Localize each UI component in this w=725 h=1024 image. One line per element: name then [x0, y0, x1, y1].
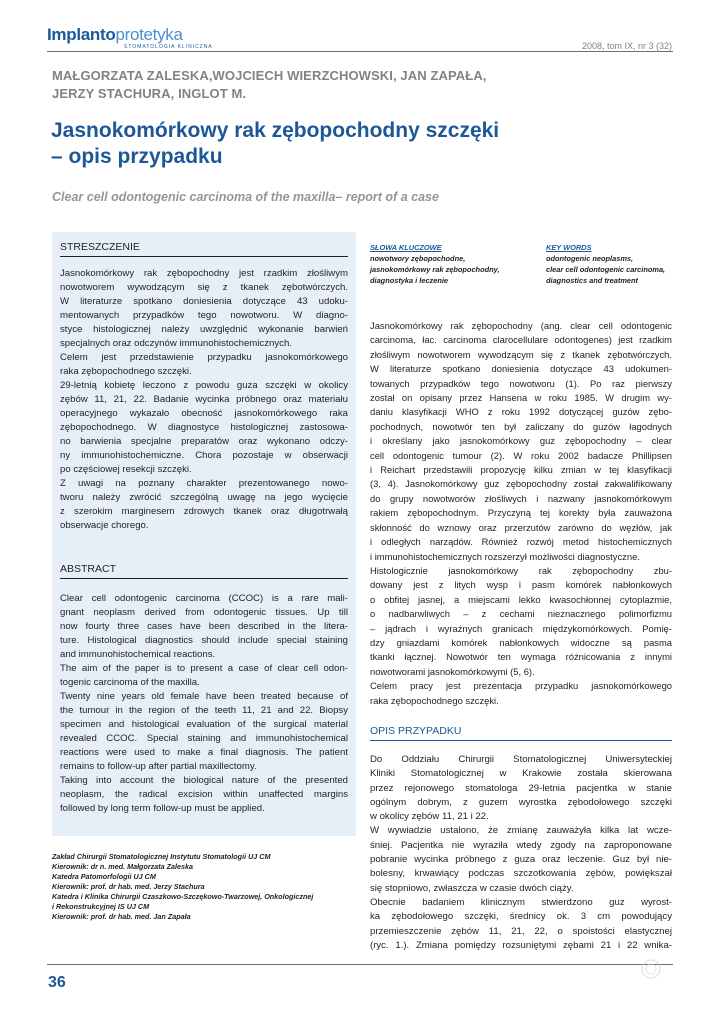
text-line: raka zębopochodnego szczęki.: [60, 366, 192, 377]
issue-info: 2008, tom IX, nr 3 (32): [581, 41, 672, 51]
text-line: złośliwym nowotworem wywodzącym się z tkanek zębotwórczych.: [370, 348, 672, 360]
text-line: revealed CCOC. Special staining and immunohistochemical: [60, 733, 348, 744]
affiliation-line: i Rekonstrukcyjnej IS UJ CM: [52, 902, 150, 911]
text-line: o nadbarwliwych – z cechami nieznacznego polimorfizmu: [370, 608, 672, 620]
logo-subtitle: STOMATOLOGIA KLINICZNA: [124, 44, 213, 50]
text-line: carcinoma, łac. carcinoma clarocellulare odontogenes) jest rzadkim: [370, 334, 672, 346]
logo-part1: Implanto: [47, 25, 116, 44]
text-line: reactions were used to make a final diagnosis. The patient: [60, 747, 348, 758]
text-line: cell odontogenic tumour (2). W roku 2002 badacze Phillipsen: [370, 449, 672, 461]
text-line: nowotworami jasnokomórkowymi (5, 6).: [370, 665, 535, 677]
stamp-icon: [640, 958, 662, 980]
text-line: ny immunohistochemiczne. Chora pozostaje w obserwacji: [60, 450, 348, 461]
affiliation-line: Zakład Chirurgii Stomatologicznej Instytutu Stomatologii UJ CM: [52, 852, 271, 861]
text-line: daniu klasyfikacji WHO z roku 1992 dotyczącej guzów zębo-: [370, 406, 672, 418]
keywords-pl: [370, 242, 500, 286]
keyword: nowotwory zębopochodne,: [370, 254, 466, 263]
case-heading: OPIS PRZYPADKU: [370, 725, 672, 741]
text-line: Obecnie badaniem klinicznym stwierdzono guz wyrost-: [370, 896, 672, 908]
text-line: i odległych narządów. Również rozwój metod histochemicznych: [370, 536, 672, 548]
page-number: 36: [48, 974, 66, 991]
text-line: przemieszczenie zębów 11, 21, 22, o spoistości elastycznej: [370, 925, 672, 937]
text-line: został on opisany przez Hansena w roku 1985. W drugim wy-: [370, 392, 672, 404]
text-line: Celem jest przedstawienie przypadku jasnokomórkowego: [60, 352, 348, 363]
text-line: Celem pracy jest prezentacja przypadku jasnokomórkowego: [370, 680, 672, 692]
header-rule: [47, 51, 673, 52]
text-line: śniej. Pacjentka nie wyraziła wtedy zgody na zaproponowane: [370, 839, 672, 851]
text-line: The aim of the paper is to present a case of clear cell odon-: [60, 663, 348, 674]
text-line: Clear cell odontogenic carcinoma (CCOC) is a rare mali-: [60, 593, 348, 604]
keyword: jasnokomórkowy rak zębopochodny,: [370, 265, 500, 274]
text-line: ogólnym dobrym, z guzem wyrostka zębodołowego szczęki: [370, 796, 672, 808]
text-line: w okolicy zębów 11, 21 i 22.: [370, 811, 489, 823]
text-line: Taking into account the biological nature of the presented: [60, 775, 348, 786]
text-line: z szerokim marginesem zdrowych tkanek oraz długotrwałą: [60, 506, 348, 517]
text-line: Do Oddziału Chirurgii Stomatologicznej Uniwersyteckiej: [370, 754, 672, 765]
text-line: skłonność do wznowy oraz przerzutów zarówno do węzłów, jak: [370, 521, 672, 533]
text-line: gnant neoplasm derived from odontogenic tissues. Up till: [60, 607, 348, 618]
text-line: specimen and histological evaluation of the surgical material: [60, 719, 348, 730]
text-line: tworu należy zwrócić szczególną uwagę na jego wycięcie: [60, 492, 348, 503]
text-line: 29-letnią kobietę leczono z powodu guza szczęki w okolicy: [60, 380, 348, 391]
logo-part2: protetyka: [115, 25, 183, 44]
text-line: i immunohistochemicznych rozszerzył możliwości diagnostyczne.: [370, 550, 640, 562]
text-line: nowotworem wywodzącym się z tkanek zębotwórczych.: [60, 282, 348, 293]
text-line: bolesny, krwawiący podczas szczotkowania zębów, powiększał: [370, 868, 672, 880]
authors-line: JERZY STACHURA, INGLOT M.: [52, 86, 247, 101]
affiliation-line: Kierownik: prof. dr hab. med. Jan Zapała: [52, 912, 191, 921]
abstract-text: [60, 592, 348, 816]
case-text: [370, 753, 672, 953]
streszczenie-heading: STRESZCZENIE: [60, 241, 348, 257]
text-line: Histologicznie jasnokomórkowy rak zębopochodny zbu-: [370, 564, 672, 576]
title-line: – opis przypadku: [51, 145, 223, 168]
authors: [52, 67, 682, 103]
text-line: (ryc. 1.). Zmiana pomiędzy rozsuniętymi zębami 21 i 22 wnika-: [370, 939, 672, 951]
text-line: followed by long term follow-up must be applied.: [60, 803, 265, 814]
text-line: raka zębopochodnego szczęki.: [370, 694, 499, 706]
text-line: do grupy nowotworów złośliwych i nazwany jasnokomórkowym: [370, 492, 672, 504]
text-line: W wywiadzie ustalono, że zmianę zauważyła kilka lat wcze-: [370, 825, 672, 837]
text-line: togenic carcinoma of the maxilla.: [60, 677, 200, 688]
text-line: obserwacje chorego.: [60, 520, 149, 531]
text-line: i Reichart przedstawili propozycję kilku zmian w tej klasyfikacji: [370, 464, 672, 476]
text-line: W literaturze spotkano doniesienia dotyczące 43 udoku-: [60, 296, 348, 307]
intro-text: [370, 319, 672, 708]
text-line: zębopochodnego. W diagnostyce histologicznej zastosowa-: [60, 422, 348, 433]
keyword: clear cell odontogenic carcinoma,: [546, 265, 666, 274]
text-line: styce histologicznej należy uwzględnić wykonanie barwień: [60, 324, 348, 335]
text-line: o obfitej jasnej, a miejscami lekko kwasochłonnej cytoplazmie,: [370, 593, 672, 605]
text-line: towanych przypadków tego nowotworu (1). Po raz pierwszy: [370, 377, 672, 389]
english-title: Clear cell odontogenic carcinoma of the maxilla– report of a case: [52, 190, 439, 204]
affiliations: [52, 852, 356, 922]
text-line: ka zębodołowego szczęki, średnicy ok. 3 cm powodujący: [370, 911, 672, 923]
text-line: mentowanych przypadków tego nowotworu. W diagno-: [60, 310, 348, 321]
text-line: przez rejonowego stomatologa 29-letnia pacjentka w stanie: [370, 782, 672, 794]
text-line: po częściowej resekcji szczęki.: [60, 464, 192, 475]
keywords-pl-heading: SŁOWA KLUCZOWE: [370, 243, 442, 252]
text-line: operacyjnego wykazało obecność jasnokomórkowego raka: [60, 408, 348, 419]
keywords-en-heading: KEY WORDS: [546, 243, 592, 252]
text-line: and immunohistochemical reactions.: [60, 649, 216, 660]
text-line: Kliniki Stomatologicznej w Krakowie została skierowana: [370, 768, 672, 780]
text-line: Jasnokomórkowy rak zębopochodny (ang. clear cell odontogenic: [370, 320, 672, 331]
text-line: ture. Histological diagnostics should include special staining: [60, 635, 348, 646]
text-line: the tumour in the region of the teeth 11, 21 and 22. Biopsy: [60, 705, 348, 716]
text-line: now fourty three cases have been described in the litera-: [60, 621, 348, 632]
text-line: W literaturze spotkano doniesienia dotyczące 43 udokumen-: [370, 363, 672, 375]
text-line: tkanki łącznej. Nowotwór ten wymaga różnicowania z innymi: [370, 651, 672, 663]
affiliation-line: Kierownik: prof. dr hab. med. Jerzy Stachura: [52, 882, 205, 891]
text-line: specjalnych oraz odczynów immunohistochemicznych.: [60, 338, 292, 349]
footer-rule: [47, 964, 673, 965]
text-line: pochodnych, nowotwór ten był zaliczany do guzów łagodnych: [370, 420, 672, 432]
article-title: [51, 118, 681, 170]
text-line: Jasnokomórkowy rak zębopochodny jest rzadkim złośliwym: [60, 268, 348, 279]
keyword: diagnostics and treatment: [546, 276, 638, 285]
abstract-heading: ABSTRACT: [60, 563, 348, 579]
text-line: neoplasm, the radical excision within unaffected margins: [60, 789, 348, 800]
text-line: zębów 11, 21, 22. Badanie wycinka próbnego oraz materiału: [60, 394, 348, 405]
text-line: się stopniowo, zwłaszcza w czasie dwóch ciąży.: [370, 882, 574, 894]
text-line: (3, 4). Jasnokomórkowy guz zębopochodny został zakwalifikowany: [370, 478, 672, 490]
authors-line: MAŁGORZATA ZALESKA,WOJCIECH WIERZCHOWSKI, JAN ZAPAŁA,: [52, 68, 487, 83]
text-line: no barwienia specjalne preparatów oraz wykonano odczy-: [60, 436, 348, 447]
affiliation-line: Katedra Patomorfologii UJ CM: [52, 872, 156, 881]
keyword: odontogenic neoplasms,: [546, 254, 634, 263]
text-line: dzy gniazdami komórek nabłonkowych widoczne są pasma: [370, 636, 672, 648]
affiliation-line: Katedra i Klinika Chirurgii Czaszkowo-Szczękowo-Twarzowej, Onkologicznej: [52, 892, 314, 901]
text-line: rakiem zębopochodnym. Przyczyną tej korekty była zauważona: [370, 507, 672, 519]
keyword: diagnostyka i leczenie: [370, 276, 449, 285]
text-line: pobranie wycinka próbnego z guza oraz leczenie. Guz był nie-: [370, 854, 672, 866]
text-line: – jądrach i wyraźnych granicach międzykomórkowych. Pomię-: [370, 622, 672, 634]
text-line: Z uwagi na poznany charakter prezentowanego nowo-: [60, 478, 348, 489]
journal-logo: [47, 26, 183, 44]
keywords-en: [546, 242, 665, 286]
title-line: Jasnokomórkowy rak zębopochodny szczęki: [51, 119, 500, 142]
affiliation-line: Kierownik: dr n. med. Małgorzata Zaleska: [52, 862, 193, 871]
streszczenie-text: [60, 267, 348, 533]
text-line: remains to follow-up after partial maxillectomy.: [60, 761, 257, 772]
text-line: dowany jest z litych wysp i pasm komórek nabłonkowych: [370, 579, 672, 591]
text-line: Twenty nine years old female have been treated because of: [60, 691, 348, 702]
text-line: i określany jako jasnokomórkowy guz zębopochodny – clear: [370, 435, 672, 447]
